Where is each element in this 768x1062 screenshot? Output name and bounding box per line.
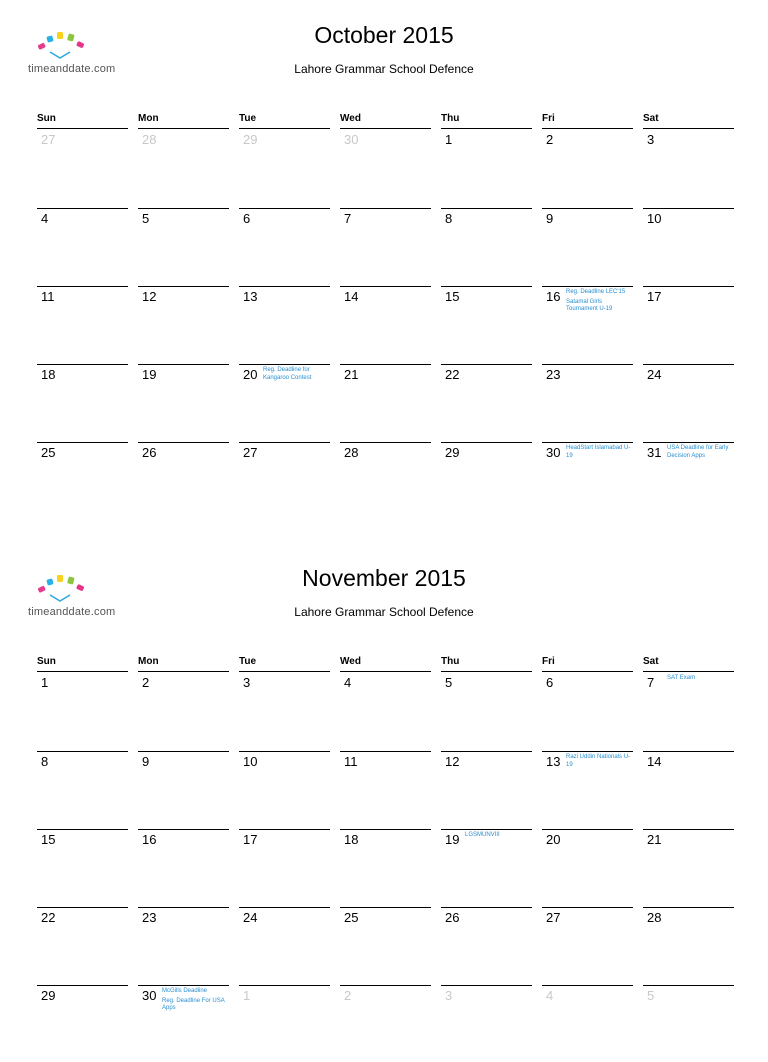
day-cell[interactable] (138, 442, 229, 519)
day-number: 11 (41, 289, 55, 304)
day-cell[interactable] (441, 130, 532, 206)
day-number: 3 (243, 675, 251, 690)
day-cell[interactable] (542, 364, 633, 441)
day-number: 12 (445, 754, 460, 769)
day-cell[interactable] (37, 208, 128, 285)
event-label[interactable]: Satamal Girls Tournament U-19 (566, 298, 613, 312)
day-number: 31 (647, 445, 662, 460)
month-title: November 2015 (302, 565, 466, 591)
event-label[interactable]: Reg. Deadline LEC'15 (566, 289, 626, 295)
day-number: 6 (243, 211, 251, 226)
weekday-label: Sun (37, 656, 128, 672)
day-cell[interactable] (37, 673, 128, 749)
day-number: 16 (142, 832, 157, 847)
day-cell[interactable] (542, 130, 633, 206)
weekday-label: Sat (643, 113, 734, 129)
logo-text: timeanddate.com (28, 63, 116, 75)
day-number: 18 (41, 367, 56, 382)
event-label[interactable]: USA Deadline for Early Decision Apps (667, 445, 729, 459)
event-list (566, 289, 633, 316)
day-cell[interactable] (542, 829, 633, 906)
day-number: 8 (41, 754, 49, 769)
event-label[interactable]: LGSMUNVIII (465, 832, 500, 838)
day-number: 19 (445, 832, 460, 847)
day-number: 30 (142, 988, 157, 1003)
day-number: 20 (546, 832, 561, 847)
weekday-label: Wed (340, 113, 431, 129)
day-number: 27 (243, 445, 258, 460)
day-number: 4 (41, 211, 49, 226)
day-cell[interactable] (643, 907, 734, 984)
day-cell[interactable] (239, 286, 330, 363)
day-number: 16 (546, 289, 561, 304)
event-list (162, 988, 229, 1015)
day-cell[interactable] (37, 907, 128, 984)
day-cell[interactable] (37, 364, 128, 441)
event-label[interactable]: Reg. Deadline for Kangaroo Contest (263, 367, 312, 381)
weekday-header (37, 113, 735, 129)
adjacent-month-day-number: 5 (647, 988, 655, 1003)
adjacent-month-day-number: 2 (344, 988, 352, 1003)
day-cell[interactable] (37, 130, 128, 206)
day-cell[interactable] (340, 673, 431, 749)
day-number: 14 (647, 754, 662, 769)
day-cell[interactable] (239, 751, 330, 828)
adjacent-month-day-number: 4 (546, 988, 554, 1003)
day-cell[interactable] (340, 364, 431, 441)
event-list (667, 445, 734, 462)
adjacent-month-day-number: 29 (243, 132, 258, 147)
calendar-subtitle: Lahore Grammar School Defence (294, 62, 474, 76)
day-cell[interactable] (138, 286, 229, 363)
weekday-label: Sun (37, 113, 128, 129)
day-cell[interactable] (37, 286, 128, 363)
weekday-label: Tue (239, 656, 330, 672)
day-number: 12 (142, 289, 157, 304)
day-cell[interactable] (37, 442, 128, 519)
weekday-label: Thu (441, 113, 532, 129)
day-number: 3 (647, 132, 655, 147)
event-label[interactable]: Razi Uddin Nationals U-19 (566, 754, 631, 768)
day-number: 28 (647, 910, 662, 925)
day-number: 29 (41, 988, 56, 1003)
day-cell[interactable] (542, 208, 633, 285)
day-cell[interactable] (441, 829, 532, 906)
day-cell[interactable] (138, 364, 229, 441)
day-cell[interactable] (138, 673, 229, 749)
day-cell[interactable] (643, 442, 734, 519)
day-number: 23 (546, 367, 561, 382)
adjacent-month-day-number: 30 (344, 132, 359, 147)
day-number: 24 (647, 367, 662, 382)
day-cell[interactable] (643, 673, 734, 749)
weekday-label: Mon (138, 113, 229, 129)
event-list (566, 445, 633, 462)
day-cell[interactable] (37, 829, 128, 906)
day-number: 27 (546, 910, 561, 925)
day-cell[interactable] (138, 751, 229, 828)
day-cell[interactable] (643, 829, 734, 906)
day-cell[interactable] (643, 286, 734, 363)
day-cell[interactable] (542, 907, 633, 984)
day-cell[interactable] (239, 364, 330, 441)
day-number: 5 (445, 675, 453, 690)
day-number: 4 (344, 675, 352, 690)
calendar-subtitle: Lahore Grammar School Defence (294, 605, 474, 619)
day-number: 9 (546, 211, 554, 226)
day-cell[interactable] (441, 751, 532, 828)
day-number: 22 (445, 367, 460, 382)
day-cell[interactable] (441, 442, 532, 519)
day-number: 10 (647, 211, 662, 226)
day-cell[interactable] (340, 751, 431, 828)
day-cell[interactable] (340, 130, 431, 206)
day-cell[interactable] (239, 208, 330, 285)
day-number: 13 (243, 289, 258, 304)
day-number: 29 (445, 445, 460, 460)
day-cell[interactable] (643, 751, 734, 828)
day-cell[interactable] (340, 829, 431, 906)
day-number: 24 (243, 910, 258, 925)
weekday-label: Tue (239, 113, 330, 129)
day-number: 14 (344, 289, 359, 304)
event-label[interactable]: Reg. Deadline For USA Apps (162, 997, 225, 1011)
day-number: 13 (546, 754, 561, 769)
day-cell[interactable] (138, 130, 229, 206)
month-title: October 2015 (314, 22, 454, 48)
day-cell[interactable] (239, 673, 330, 749)
day-cell[interactable] (441, 907, 532, 984)
day-number: 17 (647, 289, 662, 304)
weekday-label: Wed (340, 656, 431, 672)
weekday-label: Thu (441, 656, 532, 672)
day-cell[interactable] (441, 208, 532, 285)
day-number: 2 (546, 132, 554, 147)
day-number: 26 (445, 910, 460, 925)
day-number: 6 (546, 675, 554, 690)
day-number: 19 (142, 367, 157, 382)
day-number: 25 (41, 445, 56, 460)
day-number: 5 (142, 211, 150, 226)
day-cell[interactable] (542, 673, 633, 749)
day-number: 1 (41, 675, 49, 690)
day-cell[interactable] (340, 442, 431, 519)
day-cell[interactable] (643, 130, 734, 206)
adjacent-month-day-number: 1 (243, 988, 251, 1003)
day-number: 9 (142, 754, 150, 769)
day-number: 1 (445, 132, 453, 147)
day-cell[interactable] (239, 907, 330, 984)
day-cell[interactable] (138, 907, 229, 984)
weekday-label: Sat (643, 656, 734, 672)
day-number: 28 (344, 445, 359, 460)
day-cell[interactable] (643, 208, 734, 285)
day-number: 17 (243, 832, 258, 847)
day-cell[interactable] (340, 286, 431, 363)
weekday-label: Fri (542, 656, 633, 672)
day-cell[interactable] (239, 130, 330, 206)
day-number: 21 (344, 367, 359, 382)
weekday-label: Mon (138, 656, 229, 672)
day-number: 18 (344, 832, 359, 847)
day-cell[interactable] (542, 751, 633, 828)
adjacent-month-day-number: 27 (41, 132, 56, 147)
logo-text: timeanddate.com (28, 606, 116, 618)
weekday-header (37, 656, 735, 672)
day-cell[interactable] (441, 286, 532, 363)
event-label[interactable]: SAT Exam (667, 675, 696, 681)
day-cell[interactable] (441, 364, 532, 441)
event-list (263, 367, 330, 384)
weekday-label: Fri (542, 113, 633, 129)
day-number: 15 (41, 832, 56, 847)
event-list (667, 675, 734, 685)
day-cell[interactable] (643, 364, 734, 441)
event-label[interactable]: McGills Deadline (162, 988, 208, 994)
day-number: 22 (41, 910, 56, 925)
day-number: 25 (344, 910, 359, 925)
event-label[interactable]: HeadStart Islamabad U-19 (566, 445, 631, 459)
day-number: 26 (142, 445, 157, 460)
day-cell[interactable] (441, 673, 532, 749)
event-list (465, 832, 532, 842)
day-number: 30 (546, 445, 561, 460)
day-number: 23 (142, 910, 157, 925)
adjacent-month-day-number: 28 (142, 132, 157, 147)
adjacent-month-day-number: 3 (445, 988, 453, 1003)
day-number: 11 (344, 754, 358, 769)
day-cell[interactable] (239, 829, 330, 906)
day-number: 20 (243, 367, 258, 382)
event-list (566, 754, 633, 771)
day-number: 7 (647, 675, 655, 690)
day-number: 2 (142, 675, 150, 690)
day-cell[interactable] (542, 286, 633, 363)
day-cell[interactable] (138, 208, 229, 285)
day-number: 10 (243, 754, 258, 769)
day-cell[interactable] (138, 829, 229, 906)
day-number: 21 (647, 832, 662, 847)
day-number: 7 (344, 211, 352, 226)
day-cell[interactable] (239, 442, 330, 519)
day-cell[interactable] (542, 442, 633, 519)
day-number: 15 (445, 289, 460, 304)
day-cell[interactable] (37, 751, 128, 828)
day-cell[interactable] (340, 208, 431, 285)
day-cell[interactable] (340, 907, 431, 984)
day-number: 8 (445, 211, 453, 226)
